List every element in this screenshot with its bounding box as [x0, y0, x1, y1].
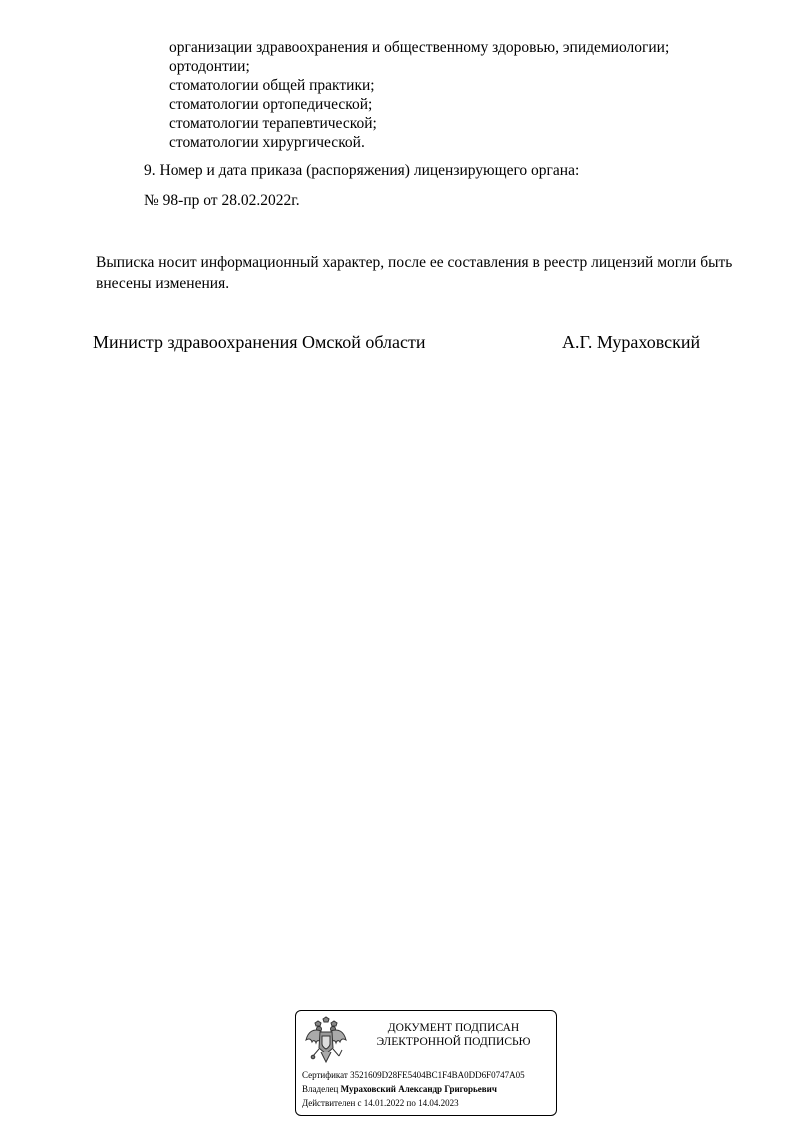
- stamp-title-line: ЭЛЕКТРОННОЙ ПОДПИСЬЮ: [376, 1036, 531, 1048]
- list-item: стоматологии общей практики;: [169, 77, 375, 94]
- certificate-value: 3521609D28FE5404BC1F4BA0DD6F0747A05: [350, 1070, 525, 1080]
- certificate-label: Сертификат: [302, 1070, 348, 1080]
- disclaimer-text: Выписка носит информационный характер, после ее составления в реестр лицензий могли быть внесены изменения.: [96, 254, 733, 292]
- order-heading: 9. Номер и дата приказа (распоряжения) лицензирующего органа:: [144, 162, 580, 179]
- list-item: стоматологии ортопедической;: [169, 96, 373, 113]
- signer-position: Министр здравоохранения Омской области: [93, 332, 426, 352]
- electronic-signature-stamp: [295, 1010, 557, 1116]
- owner-line: [302, 1082, 525, 1096]
- specialties-list: [169, 38, 669, 152]
- list-item: стоматологии хирургической.: [169, 134, 365, 151]
- russian-coat-of-arms-icon: [303, 1016, 349, 1068]
- certificate-line: [302, 1068, 525, 1082]
- stamp-title: [356, 1021, 551, 1049]
- validity-line: Действителен с 14.01.2022 по 14.04.2023: [302, 1098, 459, 1108]
- owner-value: Мураховский Александр Григорьевич: [340, 1084, 497, 1094]
- signer-name: А.Г. Мураховский: [562, 332, 701, 352]
- owner-label: Владелец: [302, 1084, 339, 1094]
- stamp-title-line: ДОКУМЕНТ ПОДПИСАН: [387, 1022, 520, 1034]
- order-number-date: № 98-пр от 28.02.2022г.: [144, 192, 300, 209]
- list-item: организации здравоохранения и общественному здоровью, эпидемиологии;: [169, 39, 670, 56]
- list-item: ортодонтии;: [169, 58, 250, 75]
- stamp-details: [302, 1068, 525, 1110]
- list-item: стоматологии терапевтической;: [169, 115, 377, 132]
